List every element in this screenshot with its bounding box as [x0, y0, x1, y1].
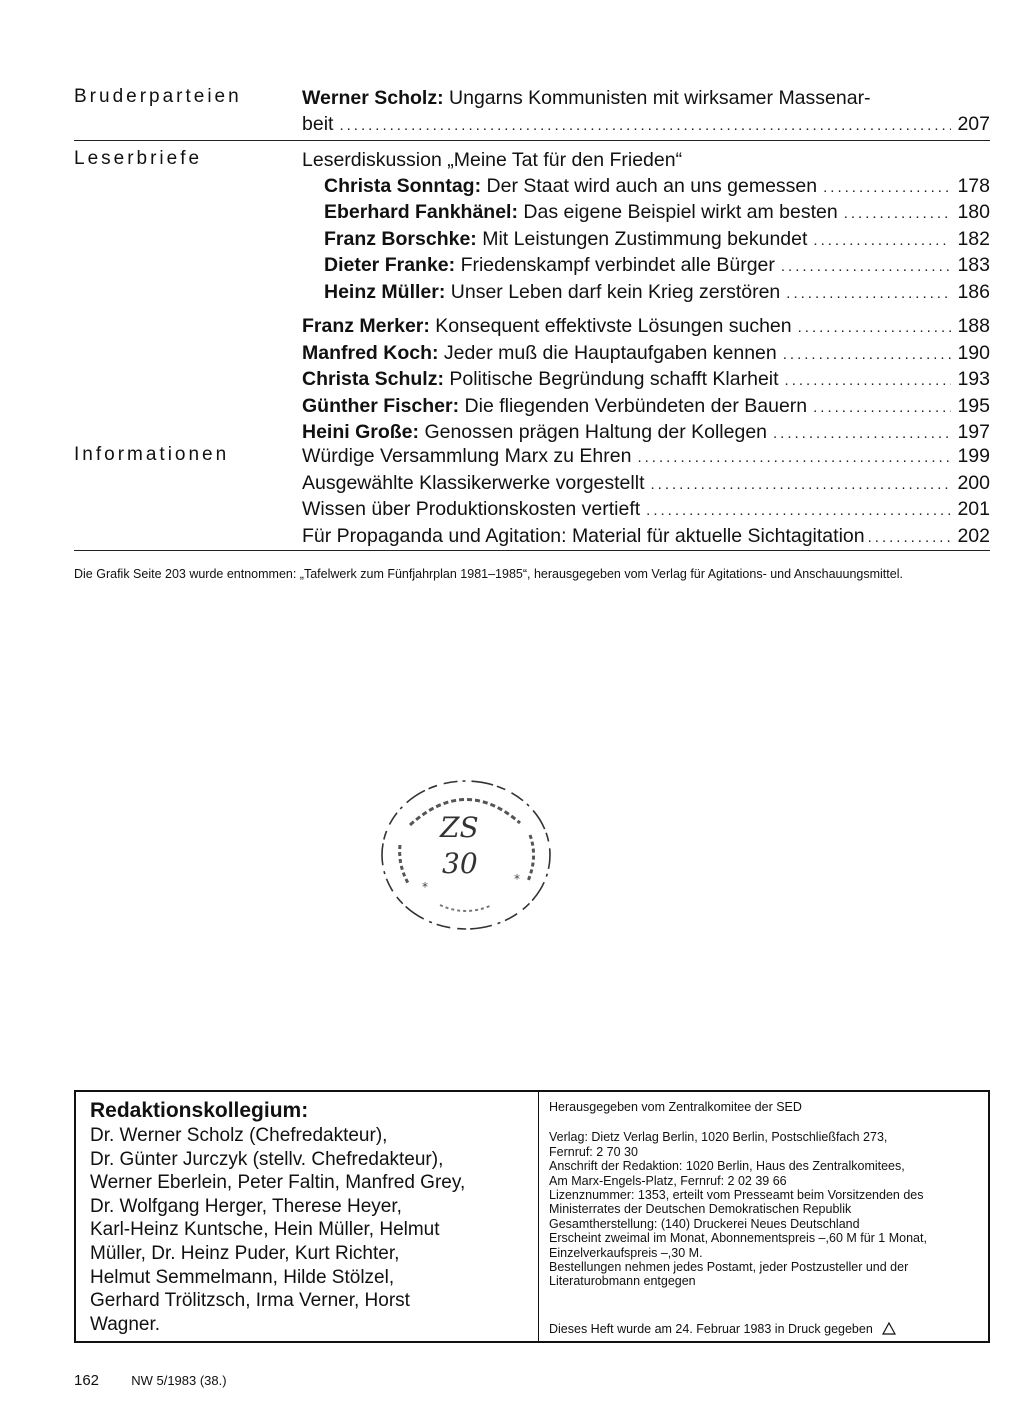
stamp-graphic	[370, 765, 570, 935]
board-line: Karl-Heinz Kuntsche, Hein Müller, Helmut	[90, 1219, 440, 1241]
publisher-details	[549, 1100, 985, 1336]
entry-title: Wissen über Produktionskosten vertieft	[302, 498, 641, 520]
entry-author: Eberhard Fankhänel:	[324, 201, 518, 223]
entry-author: Heinz Müller:	[324, 280, 446, 303]
leader-dots	[813, 228, 951, 254]
entry-page: 190	[957, 341, 990, 364]
detail-line: Ministerrates der Deutschen Demokratischen Republik	[549, 1202, 852, 1217]
stamp-handwritten-top: ZS	[440, 811, 479, 844]
entry-author: Dieter Franke:	[324, 254, 456, 276]
board-line: Dr. Günter Jurczyk (stellv. Chefredakteur),	[90, 1148, 444, 1170]
toc-entry	[302, 497, 990, 524]
entry-title: beit	[302, 112, 334, 135]
toc-entry	[302, 524, 990, 551]
board-line: Gerhard Trölitzsch, Irma Verner, Horst	[90, 1290, 410, 1312]
entry-title: Jeder muß die Hauptaufgaben kennen	[443, 341, 777, 364]
board-line: Wagner.	[90, 1313, 161, 1335]
leader-dots	[783, 342, 952, 368]
entry-author: Manfred Koch:	[302, 341, 439, 364]
leader-dots	[798, 315, 952, 341]
entry-page: 195	[957, 394, 990, 417]
toc-entry	[302, 174, 990, 201]
print-date-text: Dieses Heft wurde am 24. Februar 1983 in Druck gegeben	[549, 1322, 873, 1336]
entry-author: Franz Borschke:	[324, 227, 477, 250]
entry-page: 186	[957, 280, 990, 303]
section-entries	[302, 86, 990, 138]
section-entries	[302, 444, 990, 550]
library-stamp	[370, 765, 570, 935]
leader-dots	[651, 472, 952, 498]
page-footer	[74, 1372, 227, 1389]
detail-line: Verlag: Dietz Verlag Berlin, 1020 Berlin, Postschließfach 273,	[549, 1130, 888, 1145]
svg-text:*: *	[422, 880, 428, 894]
entry-title: Der Staat wird auch an uns gemessen	[486, 174, 818, 197]
toc-entry	[302, 394, 990, 421]
toc-subheading	[302, 148, 990, 174]
entry-page: 178	[957, 174, 990, 197]
toc-entry	[302, 314, 990, 341]
detail-line: Fernruf: 2 70 30	[549, 1144, 638, 1159]
leader-dots	[813, 395, 951, 421]
entry-author: Günther Fischer:	[302, 394, 460, 417]
toc-entry	[302, 444, 990, 471]
entry-title: Das eigene Beispiel wirkt am besten	[523, 201, 838, 223]
entry-page: 183	[957, 254, 990, 276]
entry-page: 180	[957, 201, 990, 223]
board-line: Helmut Semmelmann, Hilde Stölzel,	[90, 1266, 395, 1288]
section-divider	[74, 140, 990, 141]
entry-title: Würdige Versammlung Marx zu Ehren	[302, 445, 632, 467]
detail-line: Einzelverkaufspreis –,30 M.	[549, 1245, 703, 1260]
toc-entry	[302, 200, 990, 227]
page-number: 162	[74, 1372, 100, 1389]
toc-entry	[302, 86, 990, 112]
source-note: Die Grafik Seite 203 wurde entnommen: „Tafelwerk zum Fünfjahrplan 1981–1985“, herausgegeben vom Verlag für Agitations- und Anschauungsmittel.	[74, 567, 903, 581]
detail-line: Bestellungen nehmen jedes Postamt, jeder Postzusteller und der	[549, 1260, 909, 1275]
board-line: Dr. Wolfgang Herger, Therese Heyer,	[90, 1195, 402, 1217]
toc-entry	[302, 367, 990, 394]
entry-author: Heini Große:	[302, 421, 420, 443]
entry-title: Mit Leistungen Zustimmung bekundet	[482, 227, 808, 250]
subheading-title: Leserdiskussion „Meine Tat für den Frieden“	[302, 149, 683, 171]
entry-title: Für Propaganda und Agitation: Material für aktuelle Sichtagitation	[302, 524, 865, 547]
entry-page: 202	[957, 524, 990, 547]
imprint-box	[74, 1090, 990, 1343]
triangle-icon	[882, 1322, 896, 1335]
entry-author: Christa Sonntag:	[324, 174, 482, 197]
leader-dots	[868, 525, 955, 551]
detail-line: Anschrift der Redaktion: 1020 Berlin, Haus des Zentralkomitees,	[549, 1159, 905, 1174]
entry-author: Franz Merker:	[302, 315, 430, 337]
entry-page: 207	[957, 112, 990, 135]
leader-dots	[773, 421, 951, 447]
toc-entry	[302, 112, 990, 139]
detail-line: Am Marx-Engels-Platz, Fernruf: 2 02 39 66	[549, 1173, 787, 1188]
toc-entry	[302, 471, 990, 498]
imprint-divider	[538, 1092, 539, 1341]
entry-page: 182	[957, 227, 990, 250]
detail-line: Lizenznummer: 1353, erteilt vom Presseamt beim Vorsitzenden des	[549, 1188, 924, 1203]
leader-dots	[781, 254, 952, 280]
board-line: Werner Eberlein, Peter Faltin, Manfred Grey,	[90, 1172, 466, 1194]
leader-dots	[786, 281, 951, 307]
entry-author: Christa Schulz:	[302, 368, 444, 390]
toc-entry	[302, 420, 990, 447]
entry-title: Genossen prägen Haltung der Kollegen	[424, 421, 768, 443]
entry-page: 188	[957, 315, 990, 337]
leader-dots	[646, 498, 951, 524]
entry-title: Konsequent effektivste Lösungen suchen	[435, 315, 792, 337]
section-entries	[302, 148, 990, 447]
issue-reference: NW 5/1983 (38.)	[131, 1373, 227, 1388]
publisher-line: Herausgegeben vom Zentralkomitee der SED	[549, 1100, 802, 1114]
entry-page: 197	[957, 421, 990, 443]
stamp-handwritten-bottom: 30	[442, 847, 478, 880]
toc-entry	[302, 253, 990, 280]
leader-dots	[844, 201, 952, 227]
board-line: Müller, Dr. Heinz Puder, Kurt Richter,	[90, 1242, 400, 1264]
section-label: Informationen	[74, 444, 230, 465]
entry-page: 201	[957, 498, 990, 520]
detail-line: Erscheint zweimal im Monat, Abonnementspreis –,60 M für 1 Monat,	[549, 1231, 927, 1246]
entry-title: Ungarns Kommunisten mit wirksamer Massenar-	[449, 87, 871, 109]
toc-entry	[302, 341, 990, 368]
board-line: Dr. Werner Scholz (Chefredakteur),	[90, 1125, 388, 1146]
leader-dots	[339, 113, 951, 139]
print-date-note	[549, 1322, 896, 1336]
entry-page: 200	[957, 471, 990, 494]
section-label: Bruderparteien	[74, 86, 242, 107]
toc-bottom-divider	[74, 550, 990, 551]
entry-title: Friedenskampf verbindet alle Bürger	[460, 254, 775, 276]
entry-page: 193	[957, 368, 990, 390]
svg-text:*: *	[514, 872, 520, 886]
entry-page: 199	[957, 445, 990, 467]
entry-title: Unser Leben darf kein Krieg zerstören	[450, 280, 781, 303]
leader-dots	[637, 445, 951, 471]
leader-dots	[823, 175, 951, 201]
editorial-board-title: Redaktionskollegium:	[90, 1099, 309, 1122]
detail-line: Literaturobmann entgegen	[549, 1274, 696, 1289]
section-label: Leserbriefe	[74, 148, 203, 169]
leader-dots	[785, 368, 952, 394]
entry-title: Die fliegenden Verbündeten der Bauern	[464, 394, 808, 417]
toc-entry	[302, 227, 990, 254]
detail-line: Gesamtherstellung: (140) Druckerei Neues Deutschland	[549, 1216, 860, 1231]
toc-entry	[302, 280, 990, 307]
editorial-board	[90, 1098, 530, 1336]
entry-author: Werner Scholz:	[302, 87, 444, 109]
entry-title: Politische Begründung schafft Klarheit	[449, 368, 779, 390]
entry-title: Ausgewählte Klassikerwerke vorgestellt	[302, 471, 645, 494]
